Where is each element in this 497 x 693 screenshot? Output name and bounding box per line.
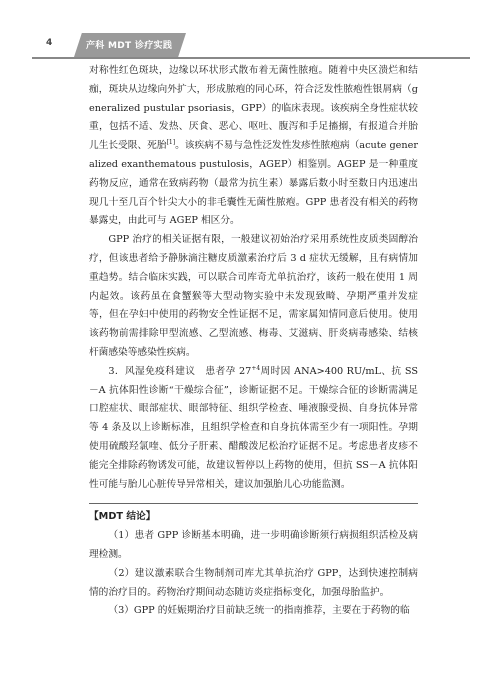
- section-divider: [89, 503, 418, 504]
- running-title: 产科 MDT 诊疗实践: [86, 41, 173, 51]
- page-header: [0, 0, 497, 64]
- paragraph-gpp-description: [89, 62, 418, 231]
- paragraph-text: 对称性红色斑块，边缘以环状形式散布着无菌性脓疱。随着中央区溃烂和结痂，斑块从边缘向外扩大，形成脓疱的同心环，符合泛发性脓疱性银屑病（generalized pustular psoriasis，GPP）的临床表现。该疾病全身性症状较重，包括不适、发热、厌食、恶心、呕吐、腹泻和手足搐搦，有报道合并胎儿生长受限、死胎: [89, 65, 418, 152]
- conclusion-title: 【MDT 结论】: [89, 511, 156, 523]
- paragraph-text: 周时因 ANA>400 RU/mL、抗 SS－A 抗体阳性诊断“干燥综合征”，诊断证据不足。干燥综合征的诊断需满足口腔症状、眼部症状、眼部特征、组织学检查、唾液腺受损、自身抗体异常等 4 条及以上诊断标准，且组织学检查和自身抗体需至少有一项阳性。孕期使用硫酸羟氯喹、低分子肝素、醋酸泼尼松治疗证据不足。考虑患者皮疹不能完全排除药物诱发可能，故建议暂停以上药物的使用，但抗 SS－A 抗体阳性可能与胎儿心脏传导异常相关，建议加强胎儿心功能监测。: [89, 365, 418, 490]
- page-number: 4: [46, 38, 53, 48]
- page-body: [89, 62, 418, 621]
- paragraph-text: 患者孕 27: [205, 365, 252, 377]
- gestation-days: +4: [251, 364, 261, 372]
- conclusion-item-3: （3）GPP 的妊娠期治疗目前缺乏统一的指南推荐，主要在于药物的临: [108, 605, 410, 617]
- paragraph-rheumatology: [89, 363, 418, 495]
- section-label: 3．风湿免疫科建议: [108, 365, 196, 377]
- citation-ref: [1]: [166, 138, 176, 146]
- paragraph-text: 。该疾病不易与急性泛发性发疹性脓疱病（acute generalized exanthematous pustulosis，AGEP）相鉴别。AGEP 是一种重度药物反应，通常在致病药物（最常为抗生素）暴露后数小时至数日内迅速出现几十至几百个针尖大小的非毛囊性无菌性脓疱。GPP 患者没有相关的药物暴露史，由此可与 AGEP 相区分。: [89, 140, 419, 227]
- conclusion-item-1: （1）患者 GPP 诊断基本明确，进一步明确诊断须行病损组织活检及病理检测。: [89, 530, 418, 560]
- header-rule: [32, 57, 470, 59]
- conclusion-item-2: （2）建议激素联合生物制剂司库尤其单抗治疗 GPP，达到快速控制病情的治疗目的。药物治疗期间动态随访炎症指标变化，加强母胎监护。: [89, 567, 418, 598]
- paragraph-treatment: GPP 治疗的相关证据有限，一般建议初始治疗采用系统性皮质类固醇治疗，但该患者给予静脉滴注糖皮质激素治疗后 3 d 症状无缓解，且有病情加重趋势。结合临床实践，可以联合司库奇尤单抗治疗，该药一般在使用 1 周内起效。该药虽在食蟹猴等大型动物实验中未发现致畸、孕期严重并发症等，但在孕妇中使用的药物安全性证据不足，需家属知情同意后使用。使用该药物前需排除甲型流感、乙型流感、梅毒、艾滋病、肝炎病毒感染、结核杆菌感染等感染性疾病。: [89, 234, 418, 358]
